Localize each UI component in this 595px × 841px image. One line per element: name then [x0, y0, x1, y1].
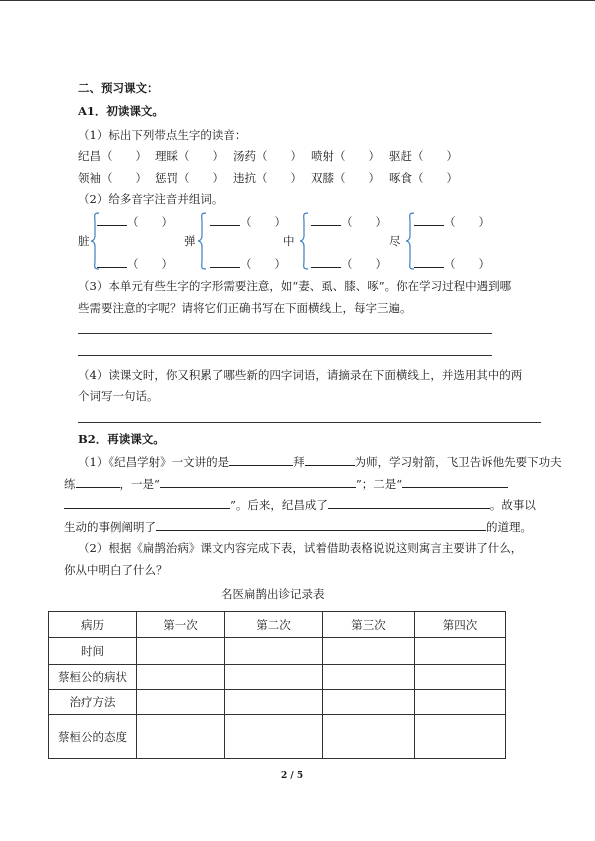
pinyin-field[interactable] — [414, 256, 444, 268]
table-cell[interactable] — [225, 638, 323, 665]
blank-field[interactable] — [64, 497, 230, 509]
table-cell[interactable] — [323, 638, 415, 665]
char-item: 纪昌（ ） — [78, 149, 147, 163]
b2-q2-line2: 你从中明白了什么？ — [64, 563, 168, 577]
blank-field[interactable] — [402, 476, 508, 488]
header-cell: 第三次 — [323, 612, 415, 638]
curly-brace-icon — [197, 212, 207, 273]
b2-p1-b: 拜 — [293, 455, 305, 469]
header-cell: 第二次 — [225, 612, 323, 638]
blank-field[interactable] — [305, 454, 355, 466]
a1-q3-line2: 些需要注意的字呢？请将它们正确书写在下面横线上，每字三遍。 — [78, 301, 412, 315]
table-cell[interactable] — [137, 690, 225, 715]
table-row — [49, 690, 506, 715]
page-top-rule — [0, 0, 595, 1]
b2-p1-a: （1）《纪昌学射》一文讲的是 — [78, 455, 230, 469]
table-cell[interactable] — [323, 715, 415, 759]
b2-p2-b: ，一是“ — [119, 477, 160, 491]
blank-field[interactable] — [229, 454, 293, 466]
table-cell[interactable] — [225, 715, 323, 759]
a1-q3-line1: （3）本单元有些生字的字形需要注意，如“妻、虱、膝、啄”。你在学习过程中遇到哪 — [78, 279, 512, 293]
paren-blank[interactable]: （ ） — [341, 215, 387, 229]
pinyin-field[interactable] — [210, 256, 240, 268]
table-header-row — [49, 612, 506, 638]
polyphone-char: 弹 — [184, 234, 196, 248]
paren-blank[interactable]: （ ） — [444, 215, 490, 229]
header-cell: 第一次 — [137, 612, 225, 638]
curly-brace-icon — [299, 212, 309, 273]
a1-q1: （1）标出下列带点生字的读音： — [78, 128, 247, 142]
header-cell: 病历 — [49, 612, 137, 638]
table-title: 名医扁鹊出诊记录表 — [221, 587, 325, 601]
pinyin-field[interactable] — [311, 256, 341, 268]
page-number: 2 / 5 — [281, 771, 304, 781]
paren-blank[interactable]: （ ） — [127, 215, 173, 229]
header-cell: 第四次 — [415, 612, 506, 638]
pinyin-blank — [311, 214, 387, 229]
table-cell[interactable] — [137, 665, 225, 690]
paren-blank[interactable]: （ ） — [240, 215, 286, 229]
char-item: 领袖（ ） — [78, 171, 147, 185]
b2-p3-a: ”。后来，纪昌成了 — [230, 498, 328, 512]
record-table — [48, 611, 506, 759]
table-cell[interactable] — [137, 638, 225, 665]
table-cell[interactable] — [415, 638, 506, 665]
blank-field[interactable] — [328, 497, 490, 509]
answer-line[interactable] — [78, 422, 541, 423]
pinyin-blank — [97, 214, 173, 229]
row-label: 蔡桓公的病状 — [49, 665, 137, 690]
a1-q2: （2）给多音字注音并组词。 — [78, 192, 224, 206]
pinyin-blank — [210, 256, 286, 271]
answer-line[interactable] — [78, 355, 492, 356]
paren-blank[interactable]: （ ） — [127, 257, 173, 271]
blank-field[interactable] — [160, 476, 356, 488]
b2-p3-b: 。故事以 — [489, 498, 536, 512]
b2-p4-a: 生动的事例阐明了 — [64, 520, 156, 534]
pinyin-field[interactable] — [97, 256, 127, 268]
pinyin-blank — [97, 256, 173, 271]
pinyin-field[interactable] — [311, 214, 341, 226]
a1-q4-line1: （4）读课文时，你又积累了哪些新的四字词语，请摘录在下面横线上，并选用其中的两 — [78, 368, 523, 382]
char-item: 啄食（ ） — [389, 171, 458, 185]
b2-p4 — [64, 519, 532, 534]
answer-line[interactable] — [78, 333, 492, 334]
char-item: 喷射（ ） — [311, 149, 380, 163]
polyphone-char: 中 — [283, 234, 295, 248]
char-item: 汤药（ ） — [233, 149, 302, 163]
paren-blank[interactable]: （ ） — [341, 257, 387, 271]
table-row — [49, 638, 506, 665]
row-label: 蔡桓公的态度 — [49, 715, 137, 759]
table-cell[interactable] — [415, 690, 506, 715]
a1-q4-line2: 个词写一句话。 — [78, 389, 159, 403]
table-cell[interactable] — [225, 665, 323, 690]
pinyin-blank — [311, 256, 387, 271]
b2-p2 — [64, 476, 508, 491]
pinyin-field[interactable] — [414, 214, 444, 226]
table-cell[interactable] — [323, 690, 415, 715]
b2-p2-a: 练 — [64, 477, 76, 491]
char-item: 双膝（ ） — [311, 171, 380, 185]
blank-field[interactable] — [76, 476, 120, 488]
table-row — [49, 665, 506, 690]
polyphone-char: 尽 — [389, 234, 401, 248]
row-label: 治疗方法 — [49, 690, 137, 715]
char-item: 惩罚（ ） — [155, 171, 224, 185]
b2-p1-c: 为师，学习射箭，飞卫告诉他先要下功夫 — [354, 455, 562, 469]
row-label: 时间 — [49, 638, 137, 665]
b2-p4-b: 的道理。 — [486, 520, 532, 534]
table-row — [49, 715, 506, 759]
b2-p3 — [64, 497, 536, 512]
blank-field[interactable] — [156, 519, 486, 531]
char-item: 违抗（ ） — [233, 171, 302, 185]
pinyin-blank — [414, 214, 490, 229]
char-item: 理睬（ ） — [155, 149, 224, 163]
table-cell[interactable] — [415, 665, 506, 690]
paren-blank[interactable]: （ ） — [240, 257, 286, 271]
b2-q2-line1: （2）根据《扁鹊治病》课文内容完成下表，试着借助表格说说这则寓言主要讲了什么， — [78, 541, 523, 555]
pinyin-blank — [210, 214, 286, 229]
section-title: 二、预习课文： — [78, 81, 159, 95]
pinyin-field[interactable] — [210, 214, 240, 226]
paren-blank[interactable]: （ ） — [444, 257, 490, 271]
table-cell[interactable] — [323, 665, 415, 690]
char-item: 驱赶（ ） — [389, 149, 458, 163]
polyphone-char: 脏 — [78, 234, 90, 248]
pinyin-blank — [414, 256, 490, 271]
a1-title: A1．初读课文。 — [78, 104, 164, 118]
b2-p1 — [78, 454, 562, 469]
pinyin-field[interactable] — [97, 214, 127, 226]
table-cell[interactable] — [137, 715, 225, 759]
table-cell[interactable] — [415, 715, 506, 759]
table-cell[interactable] — [225, 690, 323, 715]
b2-title: B2．再读课文。 — [78, 432, 165, 446]
b2-p2-c: ”；二是“ — [355, 477, 403, 491]
